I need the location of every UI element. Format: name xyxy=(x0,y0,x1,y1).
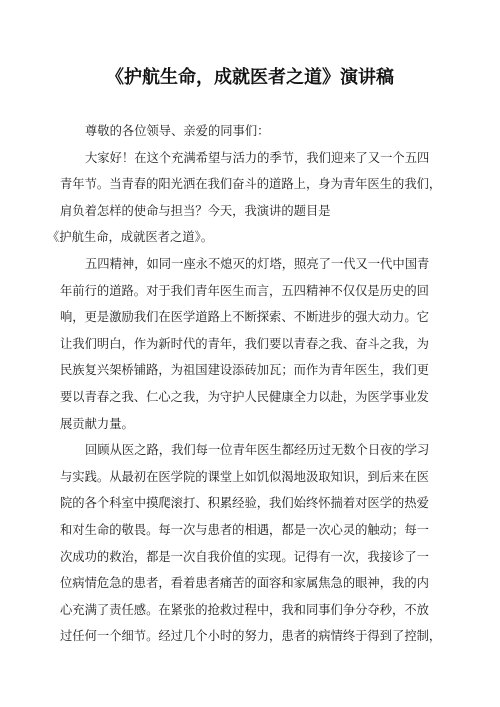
paragraph-line: 与实践。从最初在医学院的课堂上如饥似渴地汲取知识，到后来在医 xyxy=(60,469,429,484)
paragraph-line: 大家好！在这个充满希望与活力的季节，我们迎来了又一个五四 xyxy=(85,150,430,165)
paragraph-line: 院的各个科室中摸爬滚打、积累经验，我们始终怀揣着对医学的热爱 xyxy=(60,496,429,511)
paragraph-line: 次成功的救治，都是一次自我价值的实现。记得有一次，我接诊了一 xyxy=(60,549,429,564)
paragraph-line: 《护航生命，成就医者之道》。 xyxy=(47,230,214,245)
speech-body xyxy=(47,118,450,650)
paragraph-line: 位病情危急的患者，看着患者痛苦的面容和家属焦急的眼神，我的内 xyxy=(60,576,429,591)
paragraph-line: 肩负着怎样的使命与担当？今天，我演讲的题目是 xyxy=(60,203,331,218)
paragraph-line: 响，更是激励我们在医学道路上不断探索、不断进步的强大动力。它 xyxy=(60,310,429,325)
paragraph-line: 要以青春之我、仁心之我，为守护人民健康全力以赴，为医学事业发 xyxy=(60,389,429,404)
paragraph-line: 民族复兴架桥铺路，为祖国建设添砖加瓦；而作为青年医生，我们更 xyxy=(60,363,429,378)
paragraph-line: 年前行的道路。对于我们青年医生而言，五四精神不仅仅是历史的回 xyxy=(60,283,429,298)
paragraph-line: 五四精神，如同一座永不熄灭的灯塔，照亮了一代又一代中国青 xyxy=(85,256,430,271)
paragraph-line: 心充满了责任感。在紧张的抢救过程中，我和同事们争分夺秒，不放 xyxy=(60,602,429,617)
paragraph-line: 让我们明白，作为新时代的青年，我们要以青春之我、奋斗之我，为 xyxy=(60,336,429,351)
paragraph-line: 回顾从医之路，我们每一位青年医生都经历过无数个日夜的学习 xyxy=(85,443,430,458)
paragraph-line: 展贡献力量。 xyxy=(60,416,134,431)
paragraph-line: 和对生命的敬畏。每一次与患者的相遇，都是一次心灵的触动；每一 xyxy=(60,522,429,537)
paragraph-line: 青年节。当青春的阳光洒在我们奋斗的道路上，身为青年医生的我们， xyxy=(60,177,442,192)
greeting-line: 尊敬的各位领导、亲爱的同事们： xyxy=(85,124,270,138)
paragraph-line: 过任何一个细节。经过几个小时的努力，患者的病情终于得到了控制， xyxy=(60,629,442,644)
document-title: 《护航生命，成就医者之道》演讲稿 xyxy=(106,67,394,88)
